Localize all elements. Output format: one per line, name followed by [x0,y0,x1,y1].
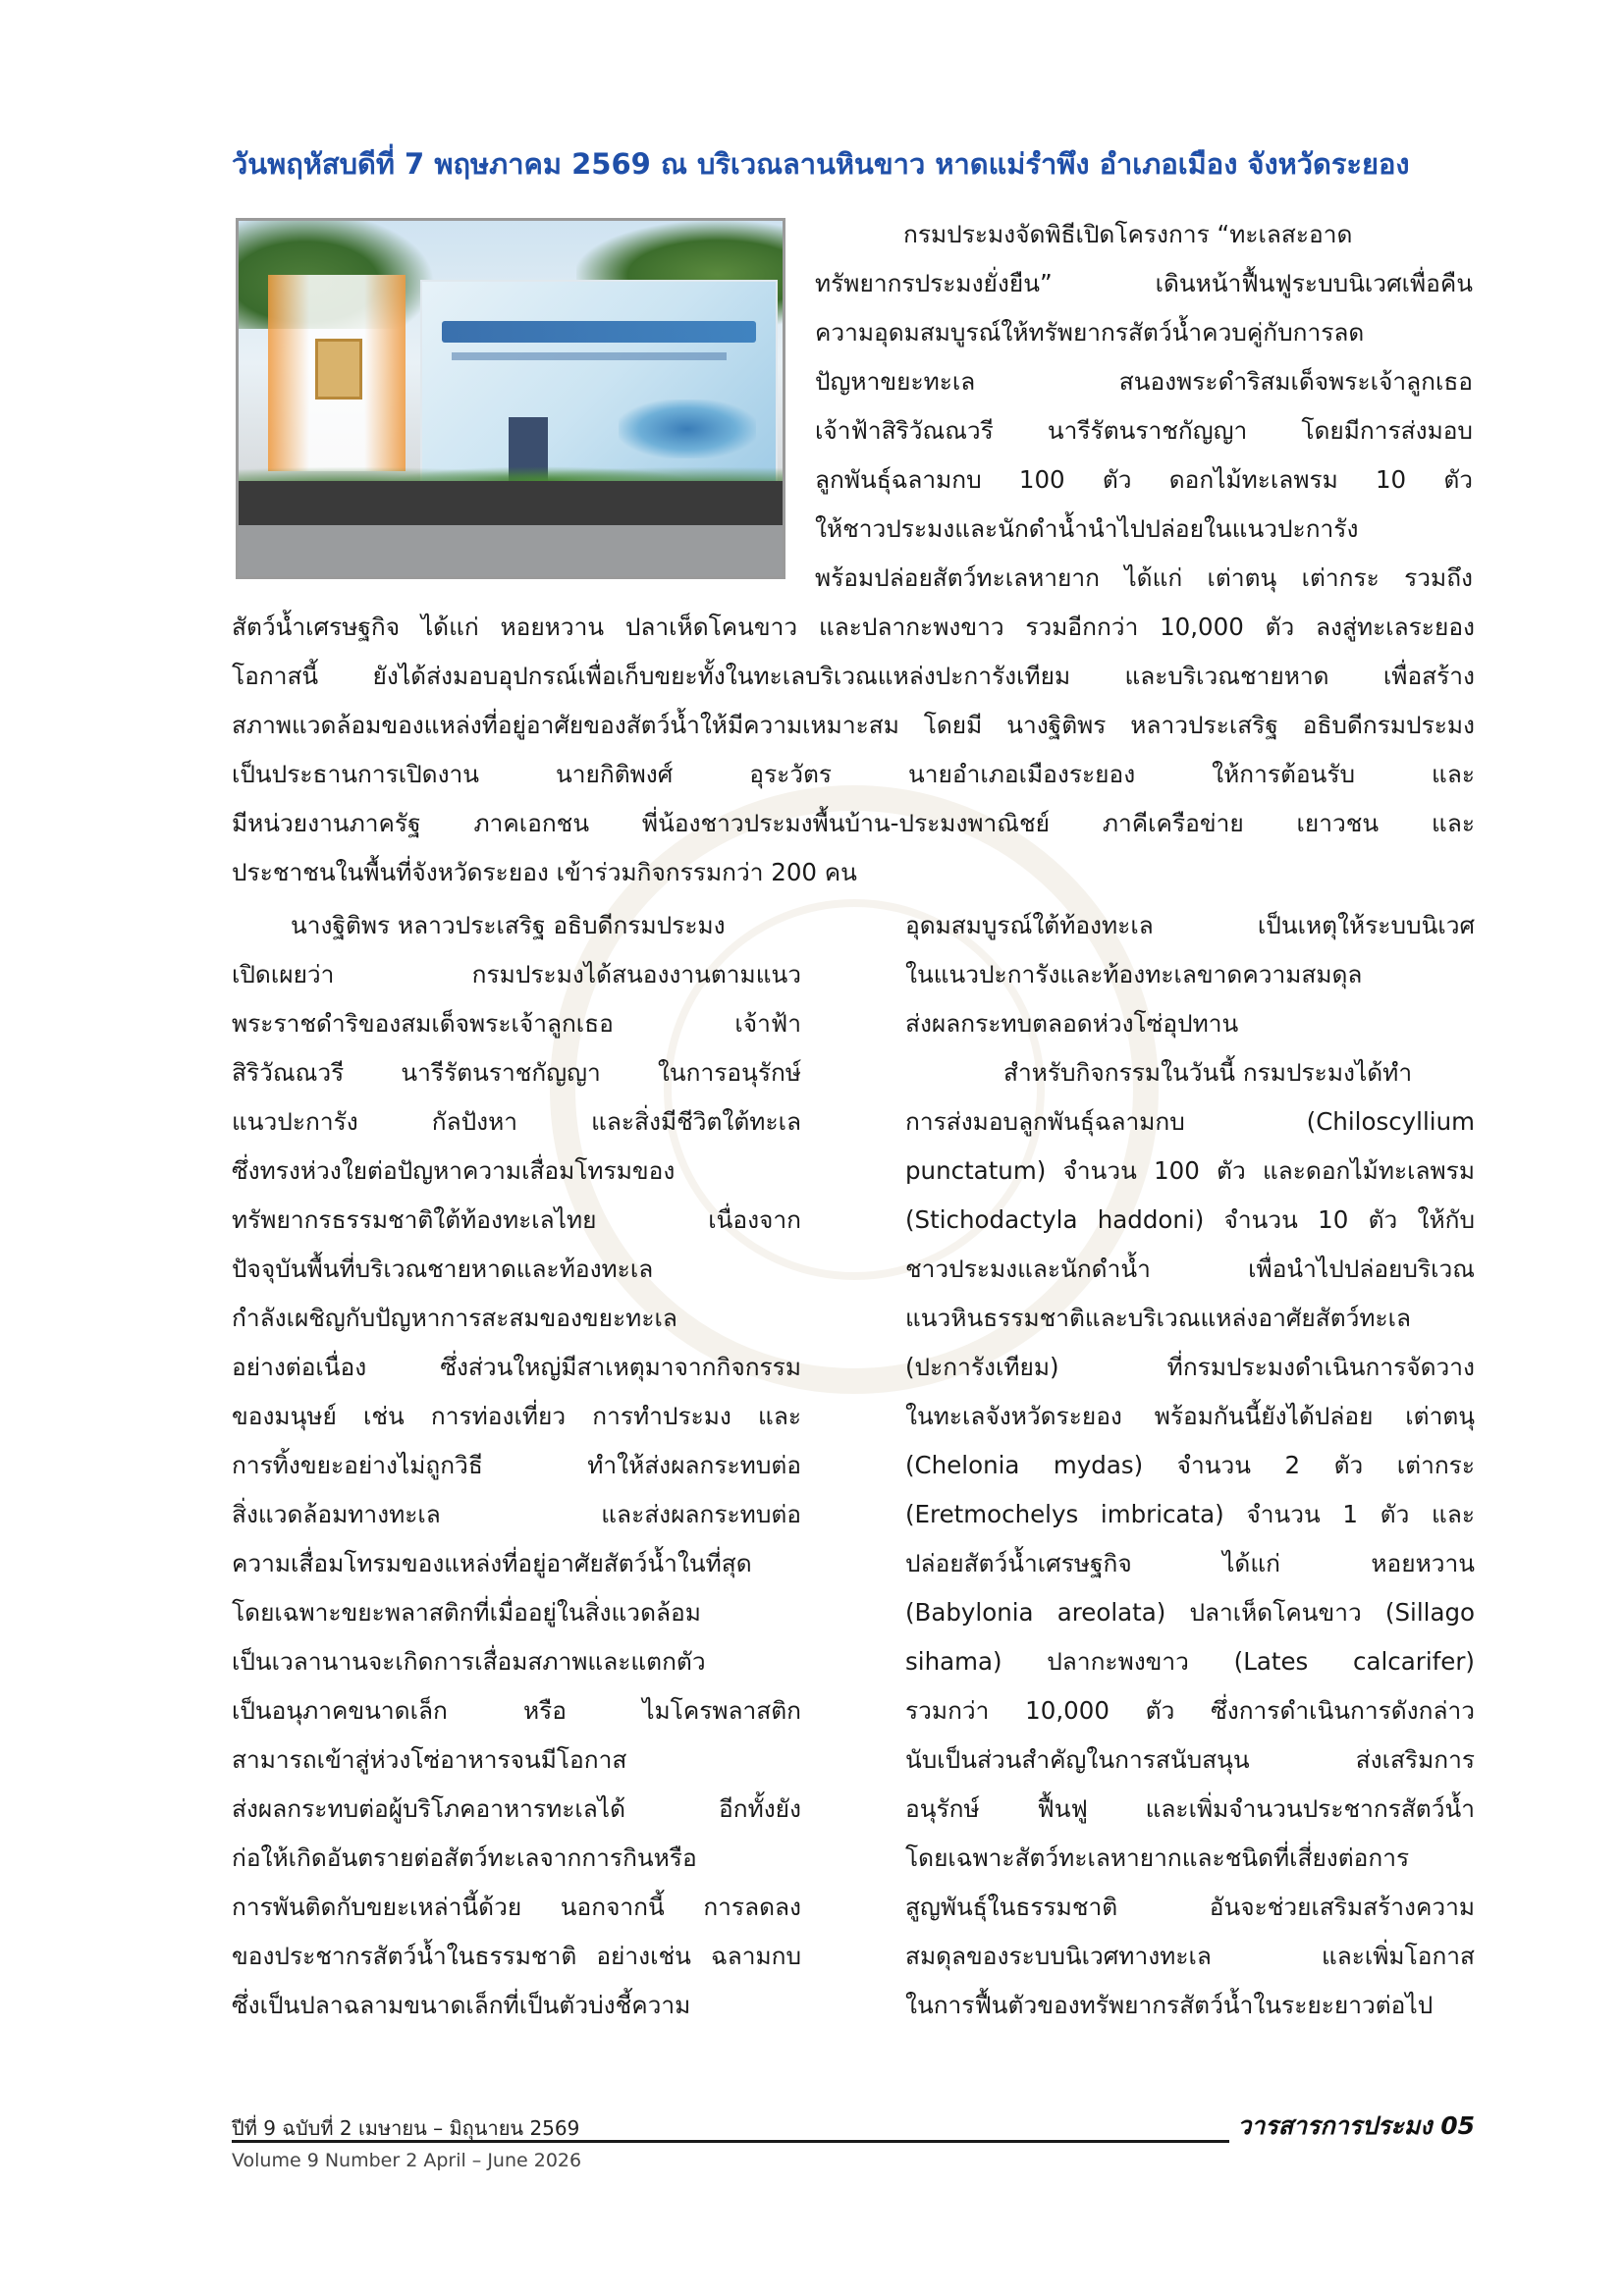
text-line: ความอุดมสมบูรณ์ให้ทรัพยากรสัตว์น้ำควบคู่กับการลด [815,318,1365,347]
wide-paragraph [232,603,1475,897]
text-line: ทรัพยากรประมงยั่งยืน” เดินหน้าฟื้นฟูระบบนิเวศเพื่อคืน [815,269,1473,297]
text-line: ก่อให้เกิดอันตรายต่อสัตว์ทะเลจากการกินหรือ [232,1843,697,1872]
ground [239,525,785,579]
text-line: ให้ชาวประมงและนักดำน้ำนำไปปล่อยในแนวปะการัง [815,514,1359,543]
text-line: ลูกพันธุ์ฉลามกบ 100 ตัว ดอกไม้ทะเลพรม 10 ตัว [815,465,1473,494]
event-photo [236,218,785,579]
text-line: สมดุลของระบบนิเวศทางทะเล และเพิ่มโอกาส [905,1942,1475,1970]
journal-page-label: วารสารการประมง 05 [1229,2107,1475,2146]
text-line: (Stichodactyla haddoni) จำนวน 10 ตัว ให้กับ [905,1205,1475,1234]
text-line: ความเสื่อมโทรมของแหล่งที่อยู่อาศัยสัตว์น้ำในที่สุด [232,1549,752,1577]
text-line: สิ่งแวดล้อมทางทะเล และส่งผลกระทบต่อ [232,1500,801,1528]
text-line: ในการฟื้นตัวของทรัพยากรสัตว์น้ำในระยะยาวต่อไป [905,1991,1434,2019]
issue-thai: ปีที่ 9 ฉบับที่ 2 เมษายน – มิถุนายน 2569 [232,2116,580,2140]
text-line: แนวหินธรรมชาติและบริเวณแหล่งอาศัยสัตว์ทะเล [905,1304,1412,1332]
text-line: สำหรับกิจกรรมในวันนี้ กรมประมงได้ทำ [1003,1058,1413,1087]
text-line: ส่งผลกระทบตลอดห่วงโซ่อุปทาน [905,1009,1239,1038]
text-line: พระราชดำริของสมเด็จพระเจ้าลูกเธอ เจ้าฟ้า [232,1009,801,1038]
text-line: มีหน่วยงานภาครัฐ ภาคเอกชน พี่น้องชาวประมงพื้นบ้าน-ประมงพาณิชย์ ภาคีเครือข่าย เยาวชน และ [232,809,1475,837]
text-line: เป็นประธานการเปิดงาน นายกิติพงศ์ อุระวัตร นายอำเภอเมืองระยอง ให้การต้อนรับ และ [232,760,1475,788]
fish-graphic [619,400,756,458]
text-line: นางฐิติพร หลาวประเสริฐ อธิบดีกรมประมง [291,911,726,939]
text-line: (Chelonia mydas) จำนวน 2 ตัว เต่ากระ [905,1451,1475,1479]
text-line: (Eretmochelys imbricata) จำนวน 1 ตัว และ [905,1500,1475,1528]
banner-title-strip [442,321,756,343]
text-line: punctatum) จำนวน 100 ตัว และดอกไม้ทะเลพรม [905,1156,1475,1185]
text-line: (Babylonia areolata) ปลาเห็ดโคนขาว (Sillago [905,1598,1475,1627]
intro-paragraph [815,210,1473,603]
text-line: การพันติดกับขยะเหล่านี้ด้วย นอกจากนี้ การลดลง [232,1893,801,1921]
text-line: ปล่อยสัตว์น้ำเศรษฐกิจ ได้แก่ หอยหวาน [905,1549,1475,1577]
text-line: พร้อมปล่อยสัตว์ทะเลหายาก ได้แก่ เต่าตนุ เต่ากระ รวมถึง [815,563,1473,592]
text-line: การส่งมอบลูกพันธุ์ฉลามกบ (Chiloscyllium [905,1107,1475,1136]
text-line: ทรัพยากรธรรมชาติใต้ท้องทะเลไทย เนื่องจาก [232,1205,801,1234]
royal-portrait [315,339,362,400]
text-line: ของประชากรสัตว์น้ำในธรรมชาติ อย่างเช่น ฉลามกบ [232,1942,801,1970]
text-line: ของมนุษย์ เช่น การท่องเที่ยว การทำประมง และ [232,1402,801,1430]
text-line: ชาวประมงและนักดำน้ำ เพื่อนำไปปล่อยบริเวณ [905,1255,1475,1283]
text-line: ซึ่งเป็นปลาฉลามขนาดเล็กที่เป็นตัวบ่งชี้ความ [232,1991,691,2019]
text-line: ประชาชนในพื้นที่จังหวัดระยอง เข้าร่วมกิจกรรมกว่า 200 คน [232,858,857,886]
text-line: กรมประมงจัดพิธีเปิดโครงการ “ทะเลสะอาด [903,220,1353,248]
banner-subtitle-strip [452,352,727,360]
text-line: เป็นเวลานานจะเกิดการเสื่อมสภาพและแตกตัว [232,1647,706,1676]
stage-platform [239,481,785,525]
text-line: อุดมสมบูรณ์ใต้ท้องทะเล เป็นเหตุให้ระบบนิเวศ [905,911,1475,939]
text-line: สัตว์น้ำเศรษฐกิจ ได้แก่ หอยหวาน ปลาเห็ดโคนขาว และปลากะพงขาว รวมอีกกว่า 10,000 ตัว ลงสู่ทะเลระยอง [232,613,1475,641]
text-line: ในแนวปะการังและท้องทะเลขาดความสมดุล [905,960,1363,988]
text-line: นับเป็นส่วนสำคัญในการสนับสนุน ส่งเสริมการ [905,1745,1475,1774]
left-column [232,901,801,2030]
text-line: ปัจจุบันพื้นที่บริเวณชายหาดและท้องทะเล [232,1255,654,1283]
text-line: เจ้าฟ้าสิริวัณณวรี นารีรัตนราชกัญญา โดยมีการส่งมอบ [815,416,1473,445]
text-line: ส่งผลกระทบต่อผู้บริโภคอาหารทะเลได้ อีกทั้งยัง [232,1794,801,1823]
text-line: รวมกว่า 10,000 ตัว ซึ่งการดำเนินการดังกล่าว [905,1696,1475,1725]
text-line: แนวปะการัง กัลปังหา และสิ่งมีชีวิตใต้ทะเล [232,1107,801,1136]
text-line: เปิดเผยว่า กรมประมงได้สนองงานตามแนว [232,960,801,988]
text-line: ปัญหาขยะทะเล สนองพระดำริสมเด็จพระเจ้าลูกเธอ [815,367,1473,396]
page-headline: วันพฤหัสบดีที่ 7 พฤษภาคม 2569 ณ บริเวณลานหินขาว หาดแม่รำพึง อำเภอเมือง จังหวัดระยอง [232,147,1410,181]
text-line: (ปะการังเทียม) ที่กรมประมงดำเนินการจัดวาง [905,1353,1475,1381]
right-column [905,901,1475,2030]
text-line: สูญพันธุ์ในธรรมชาติ อันจะช่วยเสริมสร้างความ [905,1893,1475,1921]
text-line: โดยเฉพาะสัตว์ทะเลหายากและชนิดที่เสี่ยงต่อการ [905,1843,1410,1872]
text-line: การทิ้งขยะอย่างไม่ถูกวิธี ทำให้ส่งผลกระทบต่อ [232,1451,801,1479]
text-line: เป็นอนุภาคขนาดเล็ก หรือ ไมโครพลาสติก [232,1696,801,1725]
issue-english: Volume 9 Number 2 April – June 2026 [232,2150,582,2171]
text-line: โดยเฉพาะขยะพลาสติกที่เมื่ออยู่ในสิ่งแวดล้อม [232,1598,701,1627]
text-line: สภาพแวดล้อมของแหล่งที่อยู่อาศัยของสัตว์น้ำให้มีความเหมาะสม โดยมี นางฐิติพร หลาวประเสริฐ อธิบดีกรมประมง [232,711,1475,739]
text-line: ในทะเลจังหวัดระยอง พร้อมกันนี้ยังได้ปล่อย เต่าตนุ [905,1402,1475,1430]
text-line: อนุรักษ์ ฟื้นฟู และเพิ่มจำนวนประชากรสัตว์น้ำ [905,1794,1475,1823]
text-line: อย่างต่อเนื่อง ซึ่งส่วนใหญ่มีสาเหตุมาจากกิจกรรม [232,1353,801,1381]
text-line: sihama) ปลากะพงขาว (Lates calcarifer) [905,1647,1475,1676]
text-line: สามารถเข้าสู่ห่วงโซ่อาหารจนมีโอกาส [232,1745,627,1774]
text-line: โอกาสนี้ ยังได้ส่งมอบอุปกรณ์เพื่อเก็บขยะทั้งในทะเลบริเวณแหล่งปะการังเทียม และบริเวณชายหาด เพื่อสร้าง [232,662,1475,690]
text-line: กำลังเผชิญกับปัญหาการสะสมของขยะทะเล [232,1304,677,1332]
text-line: ซึ่งทรงห่วงใยต่อปัญหาความเสื่อมโทรมของ [232,1156,676,1185]
text-line: สิริวัณณวรี นารีรัตนราชกัญญา ในการอนุรักษ์ [232,1058,801,1087]
